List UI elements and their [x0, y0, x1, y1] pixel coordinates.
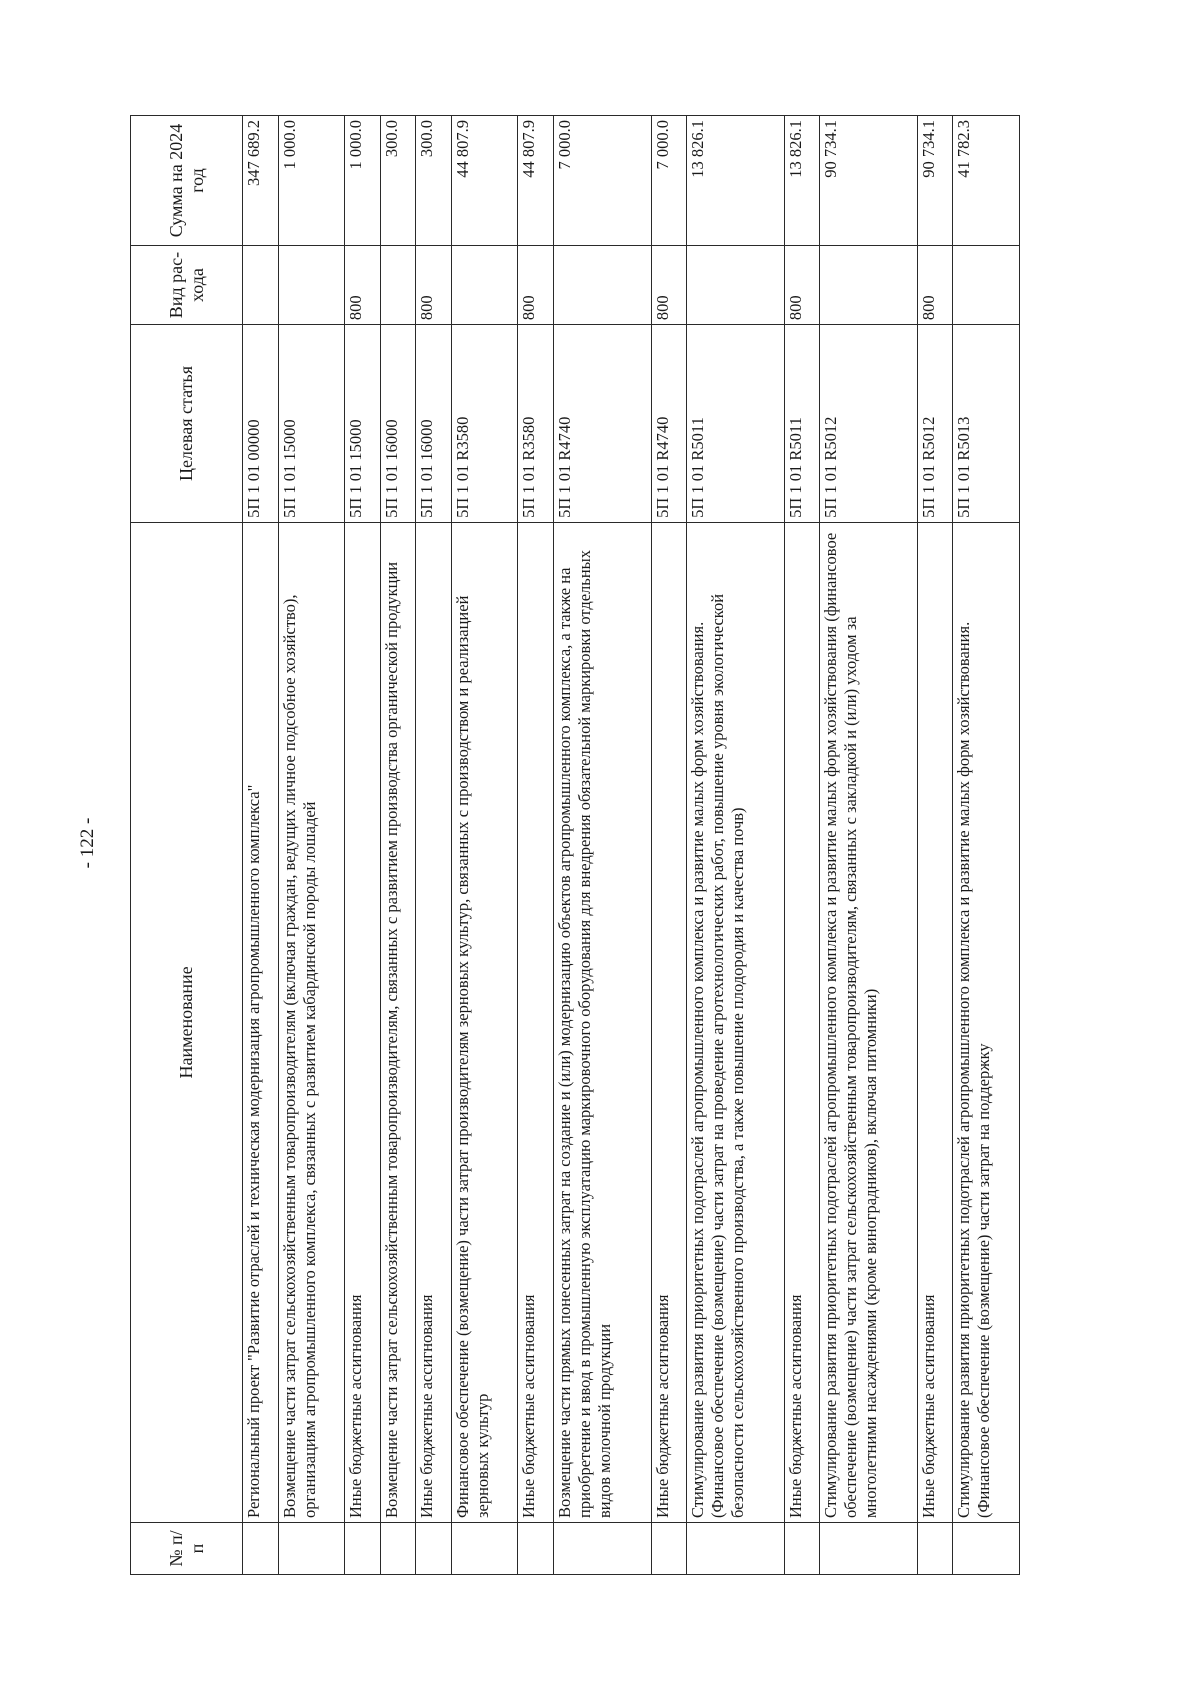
row-sum: 347 689.2 [243, 116, 279, 246]
row-expense-type [278, 246, 345, 325]
row-target-article: 5П 1 01 R4740 [553, 325, 651, 523]
row-sum: 13 826.1 [784, 116, 820, 246]
row-name: Иные бюджетные ассигнования [345, 522, 381, 1522]
row-number [243, 1523, 279, 1575]
row-expense-type: 800 [518, 246, 554, 325]
row-expense-type: 800 [416, 246, 452, 325]
row-target-article: 5П 1 01 R5013 [953, 325, 1020, 523]
row-name: Иные бюджетные ассигнования [784, 522, 820, 1522]
table-row [451, 116, 518, 1575]
row-target-article: 5П 1 01 15000 [345, 325, 381, 523]
row-expense-type [820, 246, 918, 325]
row-expense-type [380, 246, 416, 325]
row-number [345, 1523, 381, 1575]
table-row [820, 116, 918, 1575]
table-row [553, 116, 651, 1575]
row-name: Стимулирование развития приоритетных подотраслей агропромышленного комплекса и развитие малых форм хозяйствования (финансовое обеспечение (возмещение) части затрат сельскохозяйственным товаропроизводителям, связанных с закладкой и (или) уходом за многолетними насаждениями (кроме виноградников), включая питомники) [820, 522, 918, 1522]
row-sum: 41 782.3 [953, 116, 1020, 246]
row-target-article: 5П 1 01 R3580 [518, 325, 554, 523]
table-row [380, 116, 416, 1575]
table-row [345, 116, 381, 1575]
table-row [416, 116, 452, 1575]
row-number [553, 1523, 651, 1575]
row-expense-type: 800 [651, 246, 687, 325]
row-name: Возмещение части прямых понесенных затрат на создание и (или) модернизацию объектов агропромышленного комплекса, а также на приобретение и ввод в промышленную эксплуатацию маркировочного оборудования для внедрения обязательной маркировки отдельных видов молочной продукции [553, 522, 651, 1522]
row-sum: 7 000.0 [553, 116, 651, 246]
table-row [278, 116, 345, 1575]
row-sum: 44 807.9 [518, 116, 554, 246]
table-row [243, 116, 279, 1575]
row-target-article: 5П 1 01 R5012 [820, 325, 918, 523]
row-sum: 300.0 [380, 116, 416, 246]
row-target-article: 5П 1 01 00000 [243, 325, 279, 523]
row-number [380, 1523, 416, 1575]
table-row [518, 116, 554, 1575]
row-target-article: 5П 1 01 16000 [416, 325, 452, 523]
row-target-article: 5П 1 01 R3580 [451, 325, 518, 523]
row-expense-type [687, 246, 785, 325]
budget-table [130, 115, 1020, 1575]
row-name: Иные бюджетные ассигнования [651, 522, 687, 1522]
row-sum: 1 000.0 [278, 116, 345, 246]
row-number [451, 1523, 518, 1575]
row-sum: 44 807.9 [451, 116, 518, 246]
row-name: Финансовое обеспечение (возмещение) части затрат производителям зерновых культур, связанных с производством и реализацией зерновых культур [451, 522, 518, 1522]
header-name: Наименование [131, 522, 243, 1522]
table-row [651, 116, 687, 1575]
row-number [820, 1523, 918, 1575]
row-number [651, 1523, 687, 1575]
row-name: Иные бюджетные ассигнования [518, 522, 554, 1522]
row-name: Стимулирование развития приоритетных подотраслей агропромышленного комплекса и развитие малых форм хозяйствования. (Финансовое обеспечение (возмещение) части затрат на проведение агротехнологических работ, повышение уровня экологической безопасности сельскохозяйственного производства, а также повышение плодородия и качества почв) [687, 522, 785, 1522]
row-expense-type [243, 246, 279, 325]
budget-table-container [130, 115, 1020, 1575]
row-sum: 1 000.0 [345, 116, 381, 246]
row-expense-type [553, 246, 651, 325]
row-target-article: 5П 1 01 R4740 [651, 325, 687, 523]
row-expense-type: 800 [784, 246, 820, 325]
header-target-article: Целевая статья [131, 325, 243, 523]
row-number [784, 1523, 820, 1575]
row-number [416, 1523, 452, 1575]
row-target-article: 5П 1 01 15000 [278, 325, 345, 523]
row-expense-type [953, 246, 1020, 325]
row-expense-type [451, 246, 518, 325]
table-row [953, 116, 1020, 1575]
row-expense-type: 800 [917, 246, 953, 325]
table-row [687, 116, 785, 1575]
row-name: Возмещение части затрат сельскохозяйственным товаропроизводителям, связанных с развитием производства органической продукции [380, 522, 416, 1522]
table-row [917, 116, 953, 1575]
row-name: Стимулирование развития приоритетных подотраслей агропромышленного комплекса и развитие малых форм хозяйствования. (Финансовое обеспечение (возмещение) части затрат на поддержку [953, 522, 1020, 1522]
row-name: Возмещение части затрат сельскохозяйственным товаропроизводителям (включая граждан, ведущих личное подсобное хозяйство), организациям агропромышленного комплекса, связанных с развитием кабардинской породы лошадей [278, 522, 345, 1522]
header-sum-2024: Сумма на 2024 год [131, 116, 243, 246]
row-sum: 90 734.1 [820, 116, 918, 246]
row-number [518, 1523, 554, 1575]
row-number [687, 1523, 785, 1575]
row-target-article: 5П 1 01 R5012 [917, 325, 953, 523]
page-number: - 122 - [77, 817, 98, 869]
header-number: № п/п [131, 1523, 243, 1575]
row-expense-type: 800 [345, 246, 381, 325]
row-number [278, 1523, 345, 1575]
row-target-article: 5П 1 01 R5011 [687, 325, 785, 523]
row-name: Иные бюджетные ассигнования [416, 522, 452, 1522]
row-name: Иные бюджетные ассигнования [917, 522, 953, 1522]
row-sum: 300.0 [416, 116, 452, 246]
header-expense-type: Вид рас-хода [131, 246, 243, 325]
table-header-row [131, 116, 243, 1575]
row-sum: 13 826.1 [687, 116, 785, 246]
row-number [917, 1523, 953, 1575]
row-target-article: 5П 1 01 R5011 [784, 325, 820, 523]
row-target-article: 5П 1 01 16000 [380, 325, 416, 523]
row-number [953, 1523, 1020, 1575]
row-sum: 7 000.0 [651, 116, 687, 246]
row-sum: 90 734.1 [917, 116, 953, 246]
table-row [784, 116, 820, 1575]
row-name: Региональный проект "Развитие отраслей и техническая модернизация агропромышленного комплекса" [243, 522, 279, 1522]
